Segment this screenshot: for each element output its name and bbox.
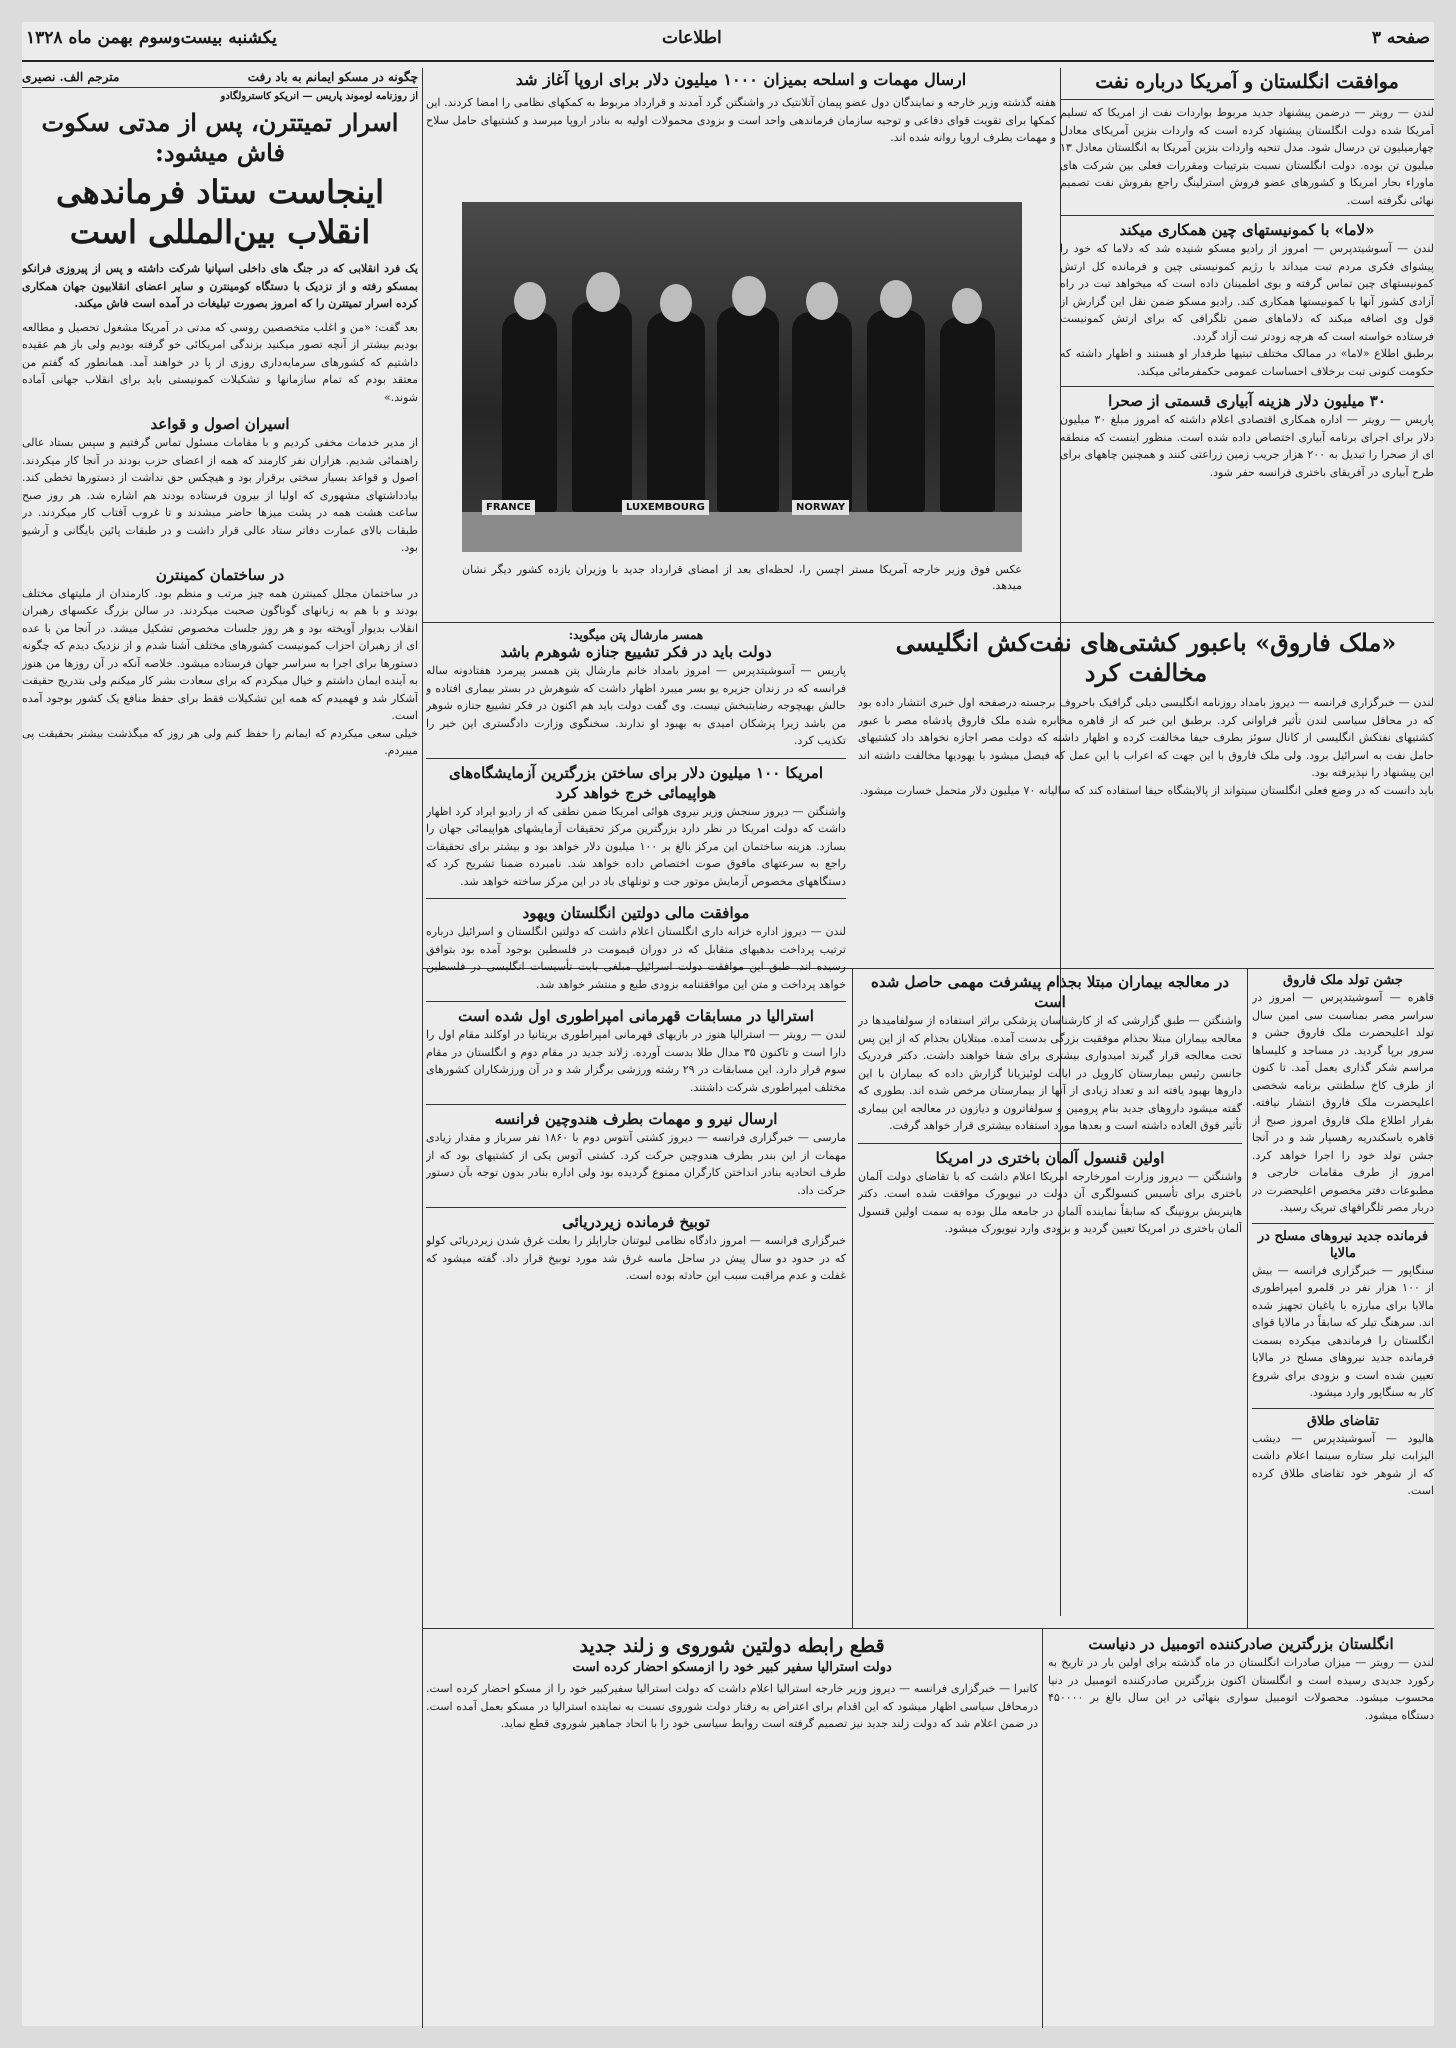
main-headline: اینجاست ستاد فرماندهی انقلاب بین‌المللی است	[56, 173, 384, 251]
headline: موافقت انگلستان و آمریکا درباره نفت	[1060, 70, 1434, 100]
article-comintern	[22, 70, 418, 2026]
headline: در معالجه بیماران مبتلا بجذام پیشرفت مهمی حاصل شده است	[870, 973, 1230, 1011]
article-body: لندن — دیروز اداره خزانه داری انگلستان اعلام داشت که دولتین انگلستان و اسرائیل درباره ترتیب پرداخت بدهیهای متقابل که در دوران قیمومت در فلسطین بوجود آمده بود بتوافق رسیده اند. طبق این موافقت دولت اسرائیل مبلغی بابت تأسیسات انگلیسی در فلسطین خواهد پرداخت و متن این موافقتنامه بزودی طبع و منتشر خواهد شد.	[426, 925, 846, 991]
headline: موافقت مالی دولتین انگلستان ویهود	[426, 898, 846, 923]
headline: انگلستان بزرگترین صادرکننده اتومبیل در دنیاست	[1088, 1635, 1394, 1653]
person-head	[514, 282, 546, 320]
lead-paragraph: یک فرد انقلابی که در جنگ های داخلی اسپانیا شرکت داشته و پس از پیروزی فرانکو بمسکو رفته و از نزدیک با دستگاه کومینترن و سایر اعضای انقلابیون جهان همکاری کرده اسرار تمیتترن را که امروز بصورت تبلیغات در آمده است فاش میکند.	[22, 262, 418, 310]
article-body: خبرگزاری فرانسه — امروز دادگاه نظامی لیوتنان جاراپلز را بعلت غرق شدن زیردریائی کولو که در حدود دو سال پیش در ساحل ماسه غرق شد مورد توبیخ قرار داد. گفته میشود که غفلت و عدم مراقبت سبب این حادثه بوده است.	[426, 1234, 846, 1282]
newspaper-name: اطلاعات	[662, 28, 722, 48]
country-placard: FRANCE	[482, 500, 535, 515]
masthead	[22, 22, 1434, 62]
right-brief-column	[1252, 972, 1434, 1624]
article-body: هالیود — آسوشیتدپرس — دیشب الیزابت تیلر ستاره سینما اعلام داشت که از شوهر خود تقاضای طلاق کرده است.	[1252, 1431, 1434, 1497]
article-oil-agreement	[1060, 70, 1434, 618]
headline: ارسال نیرو و مهمات بطرف هندوچین فرانسه	[426, 1104, 846, 1129]
person-head	[806, 282, 838, 320]
center-column	[426, 628, 846, 1624]
section-rule	[422, 622, 1434, 623]
person-figure	[792, 312, 852, 512]
article-car-exports	[1048, 1634, 1434, 2024]
article-body: خیلی سعی میکردم که ایمانم را حفظ کنم ولی هر روز که میگذشت بیشتر بحقیقت پی میبردم.	[22, 726, 418, 757]
person-head	[732, 276, 766, 316]
article-body: بعد گفت: «من و اغلب متخصصین روسی که مدتی در آمریکا مشغول تحصیل و مطالعه بودیم بیشتر از آنچه تصور میکنید بزندگی امریکائی خو گرفته بودیم ولی باز هم عقیده داشتیم که کشورهای سرمایه‌داری روزی از پا در خواهند آمد. همانطور که گفتم من معتقد بودم که تمام سازمانها و تشکیلات کمونیستی باید برای انقلاب جهانی آماده شوند.»	[22, 320, 418, 404]
serial-header	[22, 70, 418, 88]
headline: ۳۰ میلیون دلار هزینه آبیاری قسمتی از صحرا	[1060, 386, 1434, 411]
headline: فرمانده جدید نیروهای مسلح در مالایا	[1252, 1223, 1434, 1262]
headline: استرالیا در مسابقات قهرمانی امپراطوری اول شده است	[426, 1001, 846, 1026]
person-head	[880, 280, 912, 318]
person-figure	[867, 310, 925, 512]
person-head	[586, 272, 620, 312]
person-figure	[572, 302, 632, 512]
person-figure	[940, 317, 995, 512]
conference-table	[462, 512, 1022, 552]
article-body: واشنگتن — طبق گزارشی که از کارشناسان پزشکی براثر استفاده از سولفامیدها در معالجه بیماران مبتلا بجذام موفقیت بزرگی بدست آمده. مبتلایان بجذام که از این پس تحت معالجه قرار گیرند امیدواری بیشتری برای شفا خواهند داشت. دکتر فردریک جانسن رئیس بیمارستان کاروپل در ایالت لوئیزیانا گزارش داده که بیماران با این داروها بهبود یافته اند و تعداد زیادی از آنها از بیمارستان مرخص شده اند. بطوری که گفته میشود داروهای جدید بنام پرومین و سولفاترون و دیازون در معالجه این بیماری تأثیر فوق العاده داشته است و بعدها مورد استفاده بیشتری قرار خواهد گرفت.	[858, 1014, 1242, 1132]
headline: تقاضای طلاق	[1252, 1408, 1434, 1430]
person-figure	[717, 307, 779, 512]
headline: اولین قنسول آلمان باختری در امریکا	[858, 1143, 1242, 1168]
column-rule	[1042, 1628, 1043, 2028]
article-body: لندن — رویتر — درضمن پیشنهاد جدید مربوط بواردات نفت از امریکا که تسلیم آمریکا شده دولت انگلستان پیشنهاد کرده است که واردات بنزین آمریکای معادل چهارمیلیون تن درسال شود. مدل تنحیه واردات بنزین آمریکا به انگلستان معادل ۱۳ میلیون تن بوده. دولت انگلستان نسبت بترتیبات ومقررات فعلی بین شرکت های ماوراء بحار امریکا و کشورهای عضو فروش استرلینگ راجع بفروش نفت تصمیم نهائی نگرفته است.	[1060, 106, 1434, 207]
section-rule	[422, 1628, 1434, 1629]
article-body: کانبرا — خبرگزاری فرانسه — دیروز وزیر خارجه استرالیا اعلام داشت که دولت استرالیا سفیرکبیر خود را از مسکو احضار کرده است. درمحافل سیاسی اظهار میشود که این اقدام برای اعتراض به رفتار دولت شوروی نسبت به نماینده استرالیا در مسکو بعمل آمده است. در ضمن اعلام شد که دولت زلند جدید نیز تصمیم گرفته است روابط سیاسی خود را با اتحاد جماهیر شوروی قطع نماید.	[426, 1682, 1038, 1730]
page-number: صفحه ۳	[1371, 28, 1430, 48]
article-body: لندن — رویتر — میزان صادرات انگلستان در ماه گذشته برای اولین بار در تاریخ به رکورد جدیدی رسیده است و انگلستان اکنون بزرگترین صادرکننده اتومبیل در دنیا محسوب میشود. محصولات اتومبیل سواری بنهائی در این سال بالغ بر ۴۵۰۰۰۰ دستگاه میشود.	[1048, 1656, 1434, 1722]
country-placard: LUXEMBOURG	[622, 500, 709, 515]
headline: امریکا ۱۰۰ میلیون دلار برای ساختن بزرگترین آزمایشگاه‌های هواپیمائی خرج خواهد کرد	[426, 758, 846, 803]
headline: «ملک فاروق» باعبور کشتی‌های نفت‌کش انگلیسی مخالفت کرد	[895, 628, 1397, 687]
translator: مترجم الف. نصیری	[22, 70, 120, 84]
person-figure	[502, 312, 557, 512]
headline: جشن تولد ملک فاروق	[1283, 973, 1403, 988]
column-rule	[1247, 968, 1248, 1628]
person-figure	[647, 312, 705, 512]
article-body: لندن — آسوشیتدپرس — امروز از رادیو مسکو شنیده شد که دلاما که خود را پیشوای فکری مردم تبت میداند با رژیم کمونیستی چین و فرمانده کل ارتش کمونیستهای چین تماس گرفته و بوی اطمینان داده است که میخواهد تبت در راه آزادی کشور آنها با کمونیستها همکاری کند. رادیو مسکو ضمن نقل این گزارش از قول وی اضافه میکند که دلاماهای ضمن تلگرافی که برای ارتش کمونیست فرستاده خواسته است که هرچه زودتر تبت آزاد گردد.	[1060, 242, 1434, 343]
article-arms-shipment	[426, 70, 1056, 190]
article-leprosy	[858, 972, 1242, 1624]
article-body: واشنگتن — دیروز سنجش وزیر نیروی هوائی امریکا ضمن نطقی که از رادیو ایراد کرد اظهار داشت که دولت امریکا در نظر دارد بزرگترین مرکز تحقیقات آزمایشهای هواپیمائی جهان را بسازد. هزینه ساختمان این مرکز بالغ بر ۱۰۰ میلیون دلار خواهد بود و بیشتر برای تحقیقات راجع به سرعتهای مافوق صوت اختصاص داده خواهد شد. نامبرده ضمنا تشریح کرد که دستگاههای مخصوص آزمایش موتور جت و تونلهای باد در این مرکز ساخته خواهد شد.	[426, 804, 846, 888]
source-line: از روزنامه لوموند پاریس — انریکو کاسترولگادو	[220, 91, 418, 102]
column-rule	[852, 968, 853, 1628]
article-body: در ساختمان مجلل کمینترن همه چیز مرتب و منظم بود. کارمندان از ملیتهای مختلف بودند و با هم به زبانهای گوناگون صحبت میکردند. در سالن بزرگ عکسهای رهبران انقلاب بدیوار آویخته بود و هر روز جلسات مخصوص تشکیل میشد. در آنجا من با عده ای از رهبران احزاب کمونیست کشورهای مختلف آشنا شدم و از نزدیک دیدم که چگونه دستورها برای اجرا به سراسر جهان فرستاده میشود. خلاصه آنکه در آن روزها من هنوز به آینده ایمان داشتم و خیال میکردم که برای سعادت بشر کار میکنم ولی بتدریج حقیقت آشکار شد و فهمیدم که همه این تشکیلات فقط برای حفظ منافع یک کشور بوجود آمده است.	[22, 586, 418, 722]
article-body: پاریس — آسوشیتدپرس — امروز بامداد خانم مارشال پتن همسر پیرمرد هفتادونه ساله فرانسه که در زندان جزیره یو بسر میبرد اظهار داشت که شوهرش در بستر بیماری افتاده و حالش بهیچوجه رضایتبخش نیست. وی گفت دولت باید هم اکنون در فکر تشییع جنازه شوهر من باشد زیرا پزشکان امیدی به بهبود او ندارند. سخنگوی وزارت دادگستری این خبر را تکذیب کرد.	[426, 664, 846, 747]
article-farouk-tankers	[858, 628, 1434, 964]
subheadline: دولت استرالیا سفیر کبیر خود را ازمسکو احضار کرده است	[572, 1660, 892, 1675]
headline: ارسال مهمات و اسلحه بمیزان ۱۰۰۰ میلیون دلار برای اروپا آغاز شد	[515, 70, 967, 89]
article-body: قاهره — آسوشیتدپرس — امروز در سراسر مصر بمناسبت سی امین سال تولد اعلیحضرت ملک فاروق جشن و سرور برپا گردید. در مساجد و کلیساها مراسم شکر گذاری بعمل آمد. تا کنون از طرف کاخ سلطنتی برنامه شخصی اعلیحضرت ملک فاروق انتشار نیافته. بقرار اطلاع ملک فاروق امروز صبح از قاهره باسکندریه رهسپار شد و در آنجا جشن تولد خود را اجرا خواهد کرد. امروز از طرف مقامات خارجی و مطبوعات دفتر مخصوص اعلیحضرت در دربار مصر تلگرافهای تبریک رسید.	[1252, 991, 1434, 1214]
column-rule	[422, 68, 423, 2028]
article-body: پاریس — رویتر — اداره همکاری اقتصادی اعلام داشته که امروز مبلغ ۳۰ میلیون دلار برای اجرای برنامه آبیاری اختصاص داده شده است. منظور اینست که منطقه ای از صحرا را تبدیل به ۲۰۰ هزار جریب زمین زراعتی کنند و همچنین چاههای برای طرح آبیاری در آفریقای باختری فرانسه حفر شود.	[1060, 413, 1434, 479]
article-body: لندن — خبرگزاری فرانسه — دیروز بامداد روزنامه انگلیسی دیلی گرافیک باحروف برجسته درصفحه اول خبری انتشار داده بود که در محافل سیاسی لندن تأثیر فراوانی کرد. برطبق این خبر که از قاهره مخابره شده ملک فاروق پادشاه مصر با عبور کشتیهای نفتکش انگلیسی از کانال سوئز بطرف حیفا مخالفت کرده و اظهار داشته که دولت مصر اجازه نخواهد داد کشتیهای حامل نفت به اسرائیل برود. ولی ملک فاروق با این جهت که اعراب با این عمل که فیصل میشود با یهودیها مخالفت داشته اند این پیشنهاد را نپذیرفته بود.	[858, 696, 1434, 779]
article-body: باید دانست که در وضع فعلی انگلستان سیتواند از پالایشگاه حیفا استفاده کند که سالیانه ۷۰ میلیون دلار متحمل خسارت میشود.	[859, 783, 1434, 797]
headline: دولت باید در فکر تشییع جنازه شوهرم باشد	[500, 643, 772, 661]
headline: «لاما» با کمونیستهای چین همکاری میکند	[1060, 215, 1434, 240]
newspaper-page	[22, 22, 1434, 2026]
kicker: همسر مارشال پتن میگوید:	[568, 628, 704, 642]
article-body: لندن — رویتر — استرالیا هنوز در بازیهای قهرمانی امپراطوری بریتانیا در اوکلند مقام اول را دارا است و تاکنون ۳۵ مدال طلا بدست آورده. زلاند جدید در مقام دوم و انگلستان در مقام سوم قرار دارد. این مسابقات در ۲۹ رشته ورزشی برگزار شد و در آن ورزشکاران کشورهای مختلف امپراطوری شرکت داشتند.	[426, 1028, 846, 1094]
serial-title: چگونه در مسکو ایمانم به باد رفت	[247, 70, 418, 84]
section-heading: اسیران اصول و قواعد	[150, 415, 290, 433]
person-head	[660, 284, 692, 322]
headline: توبیخ فرمانده زیردریائی	[426, 1207, 846, 1232]
article-body: واشنگتن — دیروز وزارت امورخارجه امریکا اعلام داشت که با تقاضای دولت آلمان باختری برای تأسیس کنسولگری آن دولت در نیویورک موافقت شده است. دکتر هاینریش برونینگ که سابقاً نماینده آلمان در جامعه ملل بوده به سمت اولین قنسول آلمان باختری در امریکا تعیین گردید و بزودی وارد نیویورک میشود.	[858, 1169, 1242, 1235]
article-soviet-nz	[426, 1634, 1038, 2024]
article-body: از مدیر خدمات مخفی کردیم و با مقامات مسئول تماس گرفتیم و سپس بستاد عالی راهنمائی شدیم. هزاران نفر کارمند که همه از اعضای حزب بودند در آنجا کار میکردند. اصول و قواعد بسیار سختی برقرار بود و هیچکس حق نداشت از دستورها تخطی کند. بیادداشتهای مشهوری که اولیا از بیرون فرستاده بودند هم اشاره شد. هر روز صبح ساعت هشت همه در پشت میزها حاضر میشدند و تا غروب آفتاب کار میکردند. در طبقات بالای عمارت دفاتر ستاد عالی قرار داشت و در طبقات پائین بایگانی و آرشیو بود.	[22, 436, 418, 554]
article-body: مارسی — خبرگزاری فرانسه — دیروز کشتی آنتوس دوم با ۱۸۶۰ نفر سرباز و مقدار زیادی مهمات از این بندر بطرف هندوچین حرکت کرد. کشتی آتوس یکی از کشتیهای بود که از طرف اتحادیه بنادر انداختن کارگران ممنوع گردیده بود ولی اداره بنادر بدون توجه بآن دستور حرکت داد.	[426, 1131, 846, 1197]
headline: قطع رابطه دولتین شوروی و زلند جدید	[579, 1635, 885, 1657]
section-heading: در ساختمان کمینترن	[155, 565, 285, 584]
article-body: برطبق اطلاع «لاما» در ممالک مختلف تبتیها طرفدار او هستند و اظهار داشته که حکومت کنونی تبت برخلاف احساسات عمومی حکمفرمائی میکند.	[1060, 347, 1434, 378]
issue-date: یکشنبه بیست‌وسوم بهمن ماه ۱۳۲۸	[26, 28, 277, 48]
article-body: سنگاپور — خبرگزاری فرانسه — بیش از ۱۰۰ هزار نفر در قلمرو امپراطوری مالایا برای مبارزه با یاغیان تجهیز شده اند. سرهنگ تیلر که سابقاً در مالایا قوای انگلستان را فرماندهی میکرده بسمت فرمانده جدید نیروهای مسلح در مالایا تعیین شده است و بزودی برای شروع کار به سنگاپور وارد میشود.	[1252, 1263, 1434, 1399]
article-body: هفته گذشته وزیر خارجه و نمایندگان دول عضو پیمان آتلانتیک در واشنگتن گرد آمدند و قرارداد مربوط به کمکهای نظامی را امضا کردند. این کمکها برای تقویت قوای دفاعی و توجیه سازمان فرماندهی واحد است و بزودی محمولات اولیه به بنادر اروپا میرسد و کشتیهای حامل سلاح و مهمات بطرف اروپا روانه شده اند.	[426, 96, 1056, 144]
news-photo	[462, 202, 1022, 552]
person-head	[952, 288, 982, 324]
country-placard: NORWAY	[792, 500, 849, 515]
photo-caption: عکس فوق وزیر خارجه آمریکا مستر اچسن را، لحظه‌ای بعد از امضای قرارداد جدید با وزیران یازده کشور دیگر نشان میدهد.	[462, 563, 1022, 592]
headline: اسرار تمیتترن، پس از مدتی سکوت فاش میشود:	[41, 108, 399, 167]
